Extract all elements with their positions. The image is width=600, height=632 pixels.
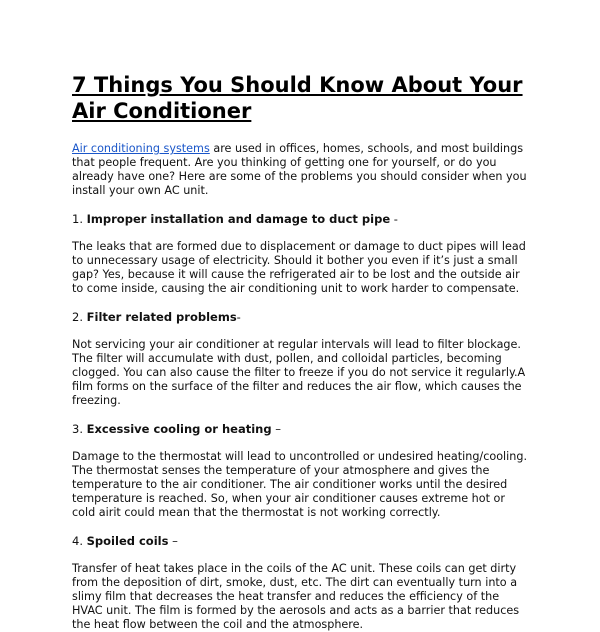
section-title: Excessive cooling or heating: [86, 422, 272, 436]
section-separator: -: [390, 212, 398, 226]
intro-paragraph: [72, 142, 530, 198]
section-body: The leaks that are formed due to displacement or damage to duct pipes will lead to unnecessary usage of electricity. Should it bother you even if it’s just a small gap? Yes, because it will cause the refrigerated air to be lost and the outside air to come inside, causing the air conditioning unit to work harder to compensate.: [72, 240, 526, 295]
section-heading: [72, 212, 530, 226]
section-3: [72, 422, 530, 520]
section-title: Filter related problems: [86, 310, 237, 324]
section-number: 2.: [72, 310, 87, 324]
page-title: [72, 72, 530, 124]
title-line-1: 7 Things You Should Know About Your: [72, 73, 523, 97]
section-title: Improper installation and damage to duct pipe: [86, 212, 391, 226]
section-body: Damage to the thermostat will lead to uncontrolled or undesired heating/cooling. The thermostat senses the temperature of your atmosphere and gives the temperature to the air conditioner. The air conditioner works until the desired temperature is reached. So, when your air conditioner causes extreme hot or cold airit could mean that the thermostat is not working correctly.: [72, 450, 528, 519]
intro-text: are used in offices, homes, schools, and most buildings that people frequent. Are you thinking of getting one for yourself, or do you already have one? Here are some of the problems you should consider when you install your own AC unit.: [72, 142, 527, 197]
title-line-2: Air Conditioner: [72, 99, 252, 123]
section-heading: [72, 310, 530, 324]
section-separator: –: [168, 534, 178, 548]
section-1: [72, 212, 530, 296]
section-body: Not servicing your air conditioner at regular intervals will lead to filter blockage. The filter will accumulate with dust, pollen, and colloidal particles, becoming clogged. You can also cause the filter to freeze if you do not service it regularly.A film forms on the surface of the filter and reduces the air flow, which causes the freezing.: [72, 338, 526, 407]
section-number: 4.: [72, 534, 87, 548]
section-2: [72, 310, 530, 408]
section-4: [72, 534, 530, 632]
section-number: 3.: [72, 422, 87, 436]
section-separator: –: [271, 422, 281, 436]
section-heading: [72, 534, 530, 548]
section-heading: [72, 422, 530, 436]
section-body: Transfer of heat takes place in the coils of the AC unit. These coils can get dirty from the deposition of dirt, smoke, dust, etc. The dirt can eventually turn into a slimy film that decreases the heat transfer and reduces the efficiency of the HVAC unit. The film is formed by the aerosols and acts as a barrier that reduces the heat flow between the coil and the atmosphere.: [72, 562, 520, 631]
section-separator: -: [236, 310, 241, 324]
ac-systems-link[interactable]: Air conditioning systems: [72, 142, 210, 155]
section-number: 1.: [72, 212, 87, 226]
section-title: Spoiled coils: [86, 534, 169, 548]
